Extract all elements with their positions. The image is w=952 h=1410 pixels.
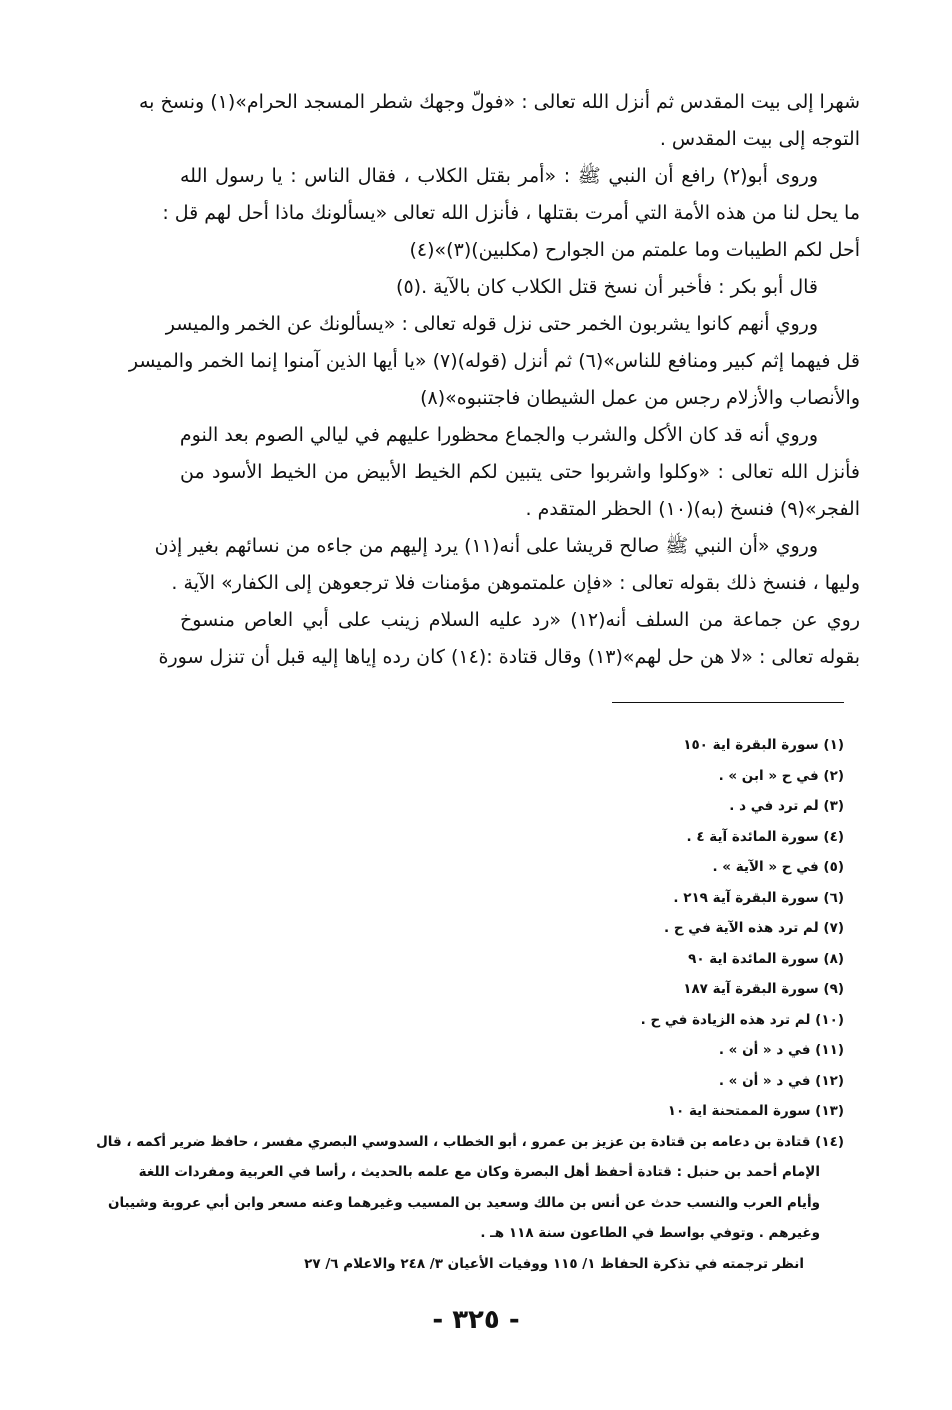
footnote: (٦) سورة البقرة آية ٢١٩ .	[673, 889, 844, 906]
text-line: وروي أنه قد كان الأكل والشرب والجماع محظورا عليهم في ليالي الصوم بعد النوم	[179, 424, 818, 446]
footnote: (٩) سورة البقرة آية ١٨٧	[683, 981, 844, 997]
text-line: فأنزل الله تعالى : «وكلوا واشربوا حتى يتبين لكم الخيط الأبيض من الخيط الأسود من	[180, 461, 860, 483]
text-line: شهرا إلى بيت المقدس ثم أنزل الله تعالى : «فولّ وجهك شطر المسجد الحرام»(١) ونسخ به	[139, 91, 860, 113]
footnote: (٨) سورة المائدة اية ٩٠	[688, 950, 844, 967]
footnote: (١١) في د « أن » .	[718, 1042, 844, 1058]
footnote-reference: انظر ترجمته في تذكرة الحفاظ ١/ ١١٥ ووفيات الأعيان ٣/ ٢٤٨ والاعلام ٦/ ٢٧	[304, 1255, 804, 1272]
footnote: (٥) في ح « الآية » .	[712, 859, 844, 875]
text-line: والأنصاب والأزلام رجس من عمل الشيطان فاجتنبوه»(٨)	[420, 387, 860, 409]
footnote: (٧) لم ترد هذه الآية في ح .	[664, 920, 844, 936]
text-line: وليها ، فنسخ ذلك بقوله تعالى : «فإن علمتموهن مؤمنات فلا ترجعوهن إلى الكفار» الآية .	[171, 572, 860, 594]
text-line: وروى أبو(٢) رافع أن النبي ﷺ : «أمر بقتل الكلاب ، فقال الناس : يا رسول الله	[180, 165, 818, 187]
footnote-continuation: الإمام أحمد بن حنبل : قتادة أحفظ أهل البصرة وكان مع علمه بالحديث ، رأسا في العربية ومفردات اللغة	[138, 1164, 820, 1180]
text-line: قل فيهما إثم كبير ومنافع للناس»(٦) ثم أنزل (قوله)(٧) «يا أيها الذين آمنوا إنما الخمر والميسر	[128, 350, 860, 372]
text-line: روي عن جماعة من السلف أنه(١٢) «رد عليه السلام زينب على أبي العاص منسوخ	[180, 609, 861, 631]
text-line: قال أبو بكر : فأخبر أن نسخ قتل الكلاب كان بالآية .(٥)	[396, 276, 818, 298]
text-line: الفجر»(٩) فنسخ (به)(١٠) الحظر المتقدم .	[525, 498, 860, 520]
footnote: (١) سورة البقرة اية ١٥٠	[683, 737, 844, 753]
page-number: - ٣٢٥ -	[432, 1305, 520, 1335]
footnote: (١٠) لم ترد هذه الزيادة في ح .	[640, 1011, 844, 1028]
footnote: (١٢) في د « أن » .	[718, 1072, 844, 1089]
text-line: التوجه إلى بيت المقدس .	[659, 128, 860, 150]
text-line: ما يحل لنا من هذه الأمة التي أمرت بقتلها ، فأنزل الله تعالى «يسألونك ماذا أحل لهم قل :	[162, 202, 860, 224]
footnote-continuation: وغيرهم . وتوفي بواسط في الطاعون سنة ١١٨ هـ .	[480, 1225, 820, 1241]
text-line: أحل لكم الطيبات وما علمتم من الجوارح (مكلبين)(٣)»(٤)	[409, 239, 860, 261]
footnote: (٤) سورة المائدة آية ٤ .	[686, 828, 844, 845]
footnote-continuation: وأيام العرب والنسب حدث عن أنس بن مالك وسعيد بن المسيب وغيرهما وعنه مسعر وابن أبي عروبة وشيبان	[107, 1194, 820, 1211]
footnote: (١٤) قتادة بن دعامه بن قتادة بن عزيز بن عمرو ، أبو الخطاب ، السدوسي البصري مفسر ، حافظ ضرير أكمه ، قال	[96, 1133, 844, 1150]
text-line: وروي «أن النبي ﷺ صالح قريشا على أنه(١١) يرد إليهم من جاءه من نسائهم بغير إذن	[154, 535, 818, 557]
footnotes	[96, 730, 844, 1279]
footnote: (٣) لم ترد في د .	[729, 798, 844, 814]
footnote: (٢) في ح « ابن » .	[718, 767, 844, 784]
text-line: بقوله تعالى : «لا هن حل لهم»(١٣) وقال قتادة :(١٤) كان رده إياها إليه قبل أن تنزل سورة	[158, 646, 860, 668]
footnote-divider	[612, 702, 844, 703]
main-text	[128, 84, 861, 676]
footnote: (١٣) سورة الممتحنة اية ١٠	[667, 1103, 844, 1119]
text-line: وروي أنهم كانوا يشربون الخمر حتى نزل قوله تعالى : «يسألونك عن الخمر والميسر	[165, 313, 818, 335]
